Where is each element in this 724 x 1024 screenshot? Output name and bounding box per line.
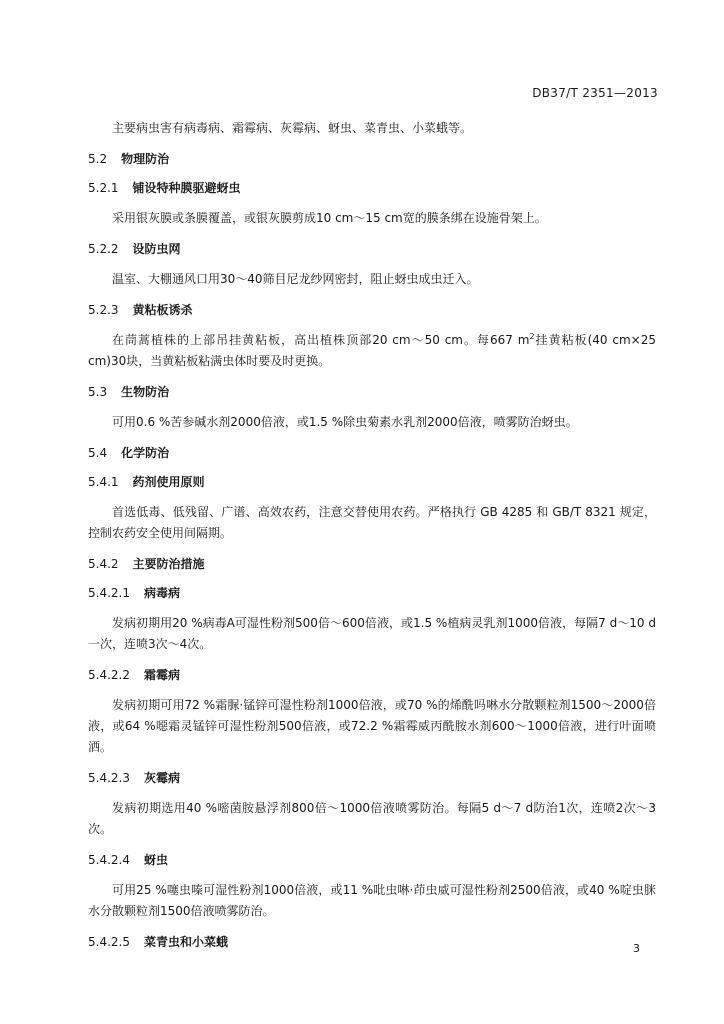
section-number: 5.2.3 [88, 303, 119, 317]
paragraph-virus-disease: 发病初期用20 %病毒A可湿性粉剂500倍～600倍液，或1.5 %植病灵乳剂1000倍液，每隔7 d～10 d一次，连喷3次～4次。 [88, 616, 656, 651]
standard-code: DB37/T 2351—2013 [532, 86, 658, 100]
paragraph-aphid: 可用25 %噻虫嗪可湿性粉剂1000倍液，或11 %吡虫啉·茚虫威可湿性粉剂2500倍液，或40 %啶虫脒水分散颗粒剂1500倍液喷雾防治。 [88, 883, 656, 918]
section-number: 5.4.1 [88, 475, 119, 489]
heading-5-3 [88, 383, 656, 401]
section-title: 铺设特种膜驱避蚜虫 [132, 181, 241, 195]
section-number: 5.4 [88, 446, 108, 460]
heading-5-4-1 [88, 473, 656, 491]
section-title: 灰霉病 [143, 771, 180, 785]
heading-5-4-2-5 [88, 933, 656, 951]
heading-5-4-2-1 [88, 584, 656, 602]
section-title: 物理防治 [121, 152, 170, 166]
paragraph-biological-control: 可用0.6 %苦参碱水剂2000倍液，或1.5 %除虫菊素水乳剂2000倍液，喷雾防治蚜虫。 [112, 415, 578, 429]
heading-5-4 [88, 444, 656, 462]
section-number: 5.4.2.3 [88, 771, 130, 785]
paragraph-gray-mold: 发病初期选用40 %嘧菌胺悬浮剂800倍～1000倍液喷雾防治。每隔5 d～7 d防治1次，连喷2次～3次。 [88, 801, 656, 836]
section-title: 生物防治 [121, 385, 170, 399]
paragraph-pesticide-principle: 首选低毒、低残留、广谱、高效农药，注意交替使用农药。严格执行 GB 4285 和 GB/T 8321 规定，控制农药安全使用间隔期。 [88, 505, 656, 540]
paragraph-silver-film: 采用银灰膜或条膜覆盖，或银灰膜剪成10 cm～15 cm宽的膜条绑在设施骨架上。 [112, 211, 547, 225]
section-number: 5.3 [88, 385, 108, 399]
heading-5-4-2-3 [88, 769, 656, 787]
section-number: 5.2.2 [88, 242, 119, 256]
paragraph-yellow-board [88, 330, 656, 372]
section-number: 5.2 [88, 152, 108, 166]
page-number: 3 [633, 942, 640, 955]
heading-5-2 [88, 150, 656, 168]
heading-5-2-1 [88, 179, 656, 197]
section-title: 霜霉病 [143, 668, 180, 682]
paragraph-downy-mildew: 发病初期可用72 %霜脲·锰锌可湿性粉剂1000倍液，或70 %的烯酰吗啉水分散颗粒剂1500～2000倍液，或64 %噁霜灵锰锌可湿性粉剂500倍液，或72.2 %霜霉威丙酰胺水剂600～1000倍液，进行叶面喷洒。 [88, 698, 656, 754]
section-number: 5.4.2.4 [88, 853, 130, 867]
section-number: 5.2.1 [88, 181, 119, 195]
section-title: 菜青虫和小菜蛾 [143, 935, 228, 949]
heading-5-4-2-2 [88, 666, 656, 684]
heading-5-2-3 [88, 301, 656, 319]
section-title: 病毒病 [143, 586, 180, 600]
text-segment: 在茼蒿植株的上部吊挂黄粘板，高出植株顶部20 cm～50 cm。每667 m [112, 333, 530, 347]
paragraph-pests-overview: 主要病虫害有病毒病、霜霉病、灰霉病、蚜虫、菜青虫、小菜蛾等。 [112, 121, 473, 135]
paragraph-insect-net: 温室、大棚通风口用30～40筛目尼龙纱网密封，阻止蚜虫成虫迁入。 [112, 272, 479, 286]
section-title: 设防虫网 [132, 242, 181, 256]
section-number: 5.4.2.5 [88, 935, 130, 949]
section-title: 蚜虫 [143, 853, 168, 867]
heading-5-4-2 [88, 555, 656, 573]
section-title: 药剂使用原则 [132, 475, 205, 489]
section-title: 化学防治 [121, 446, 170, 460]
text-segment: 挂黄粘板(40 cm×25 cm)30块，当黄粘板粘满虫体时要及时更换。 [88, 333, 656, 368]
section-title: 主要防治措施 [132, 557, 205, 571]
document-body [88, 118, 656, 962]
section-number: 5.4.2.1 [88, 586, 130, 600]
heading-5-4-2-4 [88, 851, 656, 869]
superscript: 2 [529, 332, 535, 341]
section-number: 5.4.2.2 [88, 668, 130, 682]
section-title: 黄粘板诱杀 [132, 303, 193, 317]
heading-5-2-2 [88, 240, 656, 258]
section-number: 5.4.2 [88, 557, 119, 571]
